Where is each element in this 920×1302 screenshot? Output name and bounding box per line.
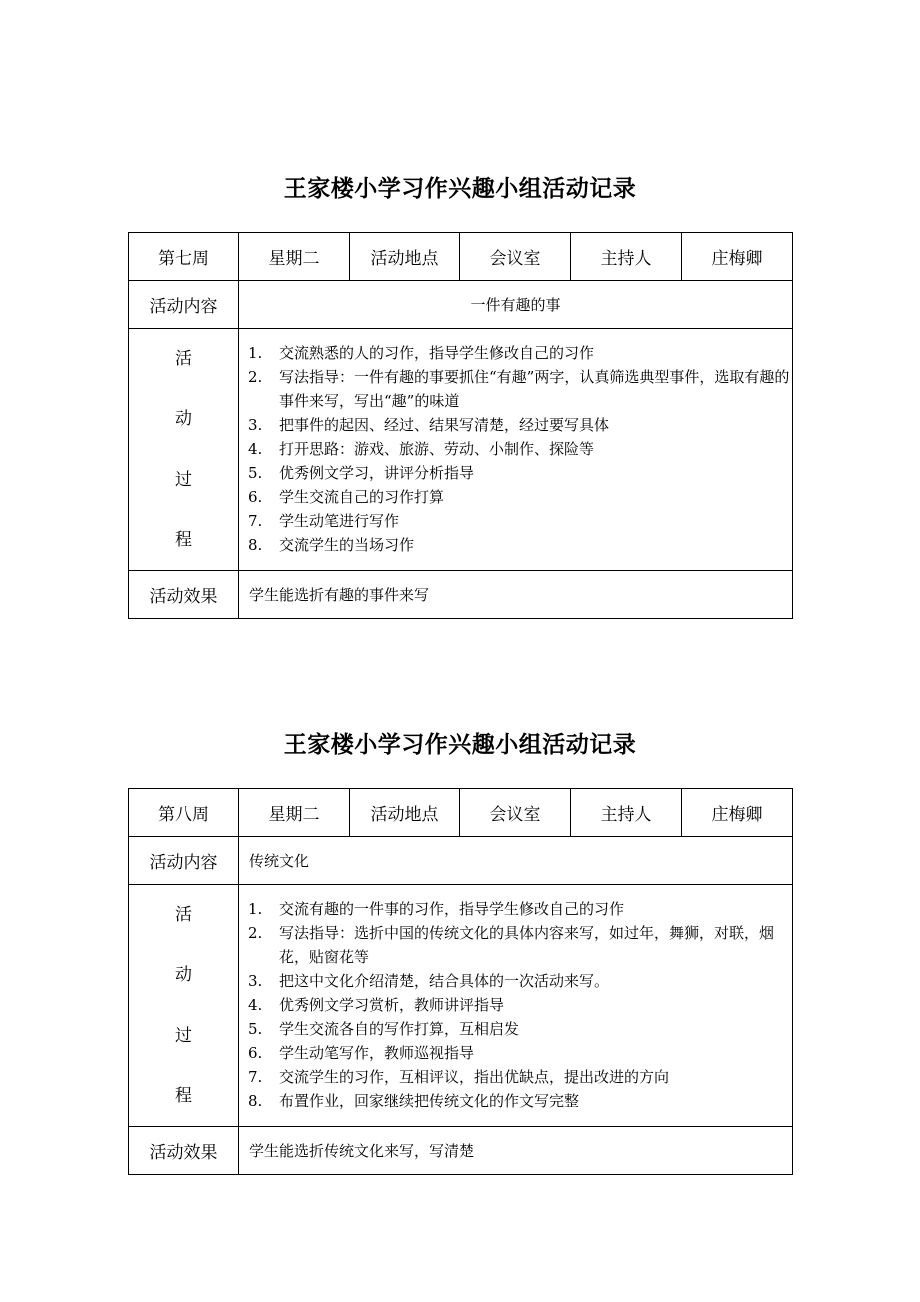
week-cell: 第八周 xyxy=(129,789,239,837)
location-label-cell: 活动地点 xyxy=(350,233,460,281)
list-item: 6. 学生动笔写作，教师巡视指导 xyxy=(248,1044,475,1062)
list-item: 3. 把这中文化介绍清楚，结合具体的一次活动来写。 xyxy=(248,972,610,990)
effect-row xyxy=(129,571,793,619)
list-item: 4. 打开思路：游戏、旅游、劳动、小制作、探险等 xyxy=(248,440,595,458)
process-steps-cell xyxy=(239,885,793,1127)
content-row xyxy=(129,281,793,329)
weekday-cell: 星期二 xyxy=(239,789,350,837)
list-item: 7. 交流学生的习作，互相评议，指出优缺点，提出改进的方向 xyxy=(248,1068,670,1086)
process-char: 程 xyxy=(175,529,192,550)
process-steps xyxy=(239,341,792,557)
host-value-cell: 庄梅卿 xyxy=(682,233,793,281)
process-char: 活 xyxy=(175,905,192,926)
process-char: 程 xyxy=(175,1085,192,1106)
header-row xyxy=(129,233,793,281)
record-table xyxy=(128,788,793,1175)
list-item: 4. 优秀例文学习赏析，教师讲评指导 xyxy=(248,996,505,1014)
process-char: 过 xyxy=(175,1025,192,1046)
effect-label: 活动效果 xyxy=(129,571,239,619)
effect-label: 活动效果 xyxy=(129,1127,239,1175)
process-row xyxy=(129,329,793,571)
record-title: 王家楼小学习作兴趣小组活动记录 xyxy=(283,176,637,202)
content-label: 活动内容 xyxy=(129,837,239,885)
process-char: 活 xyxy=(175,349,192,370)
host-label-cell: 主持人 xyxy=(571,789,682,837)
process-row xyxy=(129,885,793,1127)
list-item: 8. 布置作业，回家继续把传统文化的作文写完整 xyxy=(248,1092,580,1110)
location-value-cell: 会议室 xyxy=(460,789,571,837)
content-value: 一件有趣的事 xyxy=(239,281,793,329)
list-item: 3. 把事件的起因、经过、结果写清楚，经过要写具体 xyxy=(248,416,610,434)
list-item: 1. 交流有趣的一件事的习作，指导学生修改自己的习作 xyxy=(248,900,625,918)
week-cell: 第七周 xyxy=(129,233,239,281)
header-row xyxy=(129,789,793,837)
list-item: 2. 写法指导：选折中国的传统文化的具体内容来写，如过年，舞狮，对联，烟花，贴窗花等 xyxy=(248,924,775,966)
location-value-cell: 会议室 xyxy=(460,233,571,281)
process-label xyxy=(129,329,239,571)
list-item: 1. 交流熟悉的人的习作，指导学生修改自己的习作 xyxy=(248,344,595,362)
host-label-cell: 主持人 xyxy=(571,233,682,281)
content-label: 活动内容 xyxy=(129,281,239,329)
process-char: 过 xyxy=(175,469,192,490)
record-table xyxy=(128,232,793,619)
effect-value: 学生能选折传统文化来写，写清楚 xyxy=(239,1127,793,1175)
effect-row xyxy=(129,1127,793,1175)
content-value: 传统文化 xyxy=(239,837,793,885)
list-item: 6. 学生交流自己的习作打算 xyxy=(248,488,445,506)
weekday-cell: 星期二 xyxy=(239,233,350,281)
effect-value: 学生能选折有趣的事件来写 xyxy=(239,571,793,619)
host-value-cell: 庄梅卿 xyxy=(682,789,793,837)
list-item: 5. 学生交流各自的写作打算，互相启发 xyxy=(248,1020,520,1038)
list-item: 7. 学生动笔进行写作 xyxy=(248,512,400,530)
list-item: 2. 写法指导：一件有趣的事要抓住“有趣”两字，认真筛选典型事件，选取有趣的事件来写，写出“趣”的味道 xyxy=(248,368,790,410)
process-char: 动 xyxy=(175,965,192,986)
content-row xyxy=(129,837,793,885)
location-label-cell: 活动地点 xyxy=(350,789,460,837)
record-title: 王家楼小学习作兴趣小组活动记录 xyxy=(283,732,637,758)
list-item: 5. 优秀例文学习，讲评分析指导 xyxy=(248,464,475,482)
process-steps-cell xyxy=(239,329,793,571)
process-steps xyxy=(239,897,792,1113)
process-label xyxy=(129,885,239,1127)
list-item: 8. 交流学生的当场习作 xyxy=(248,536,415,554)
process-char: 动 xyxy=(175,409,192,430)
